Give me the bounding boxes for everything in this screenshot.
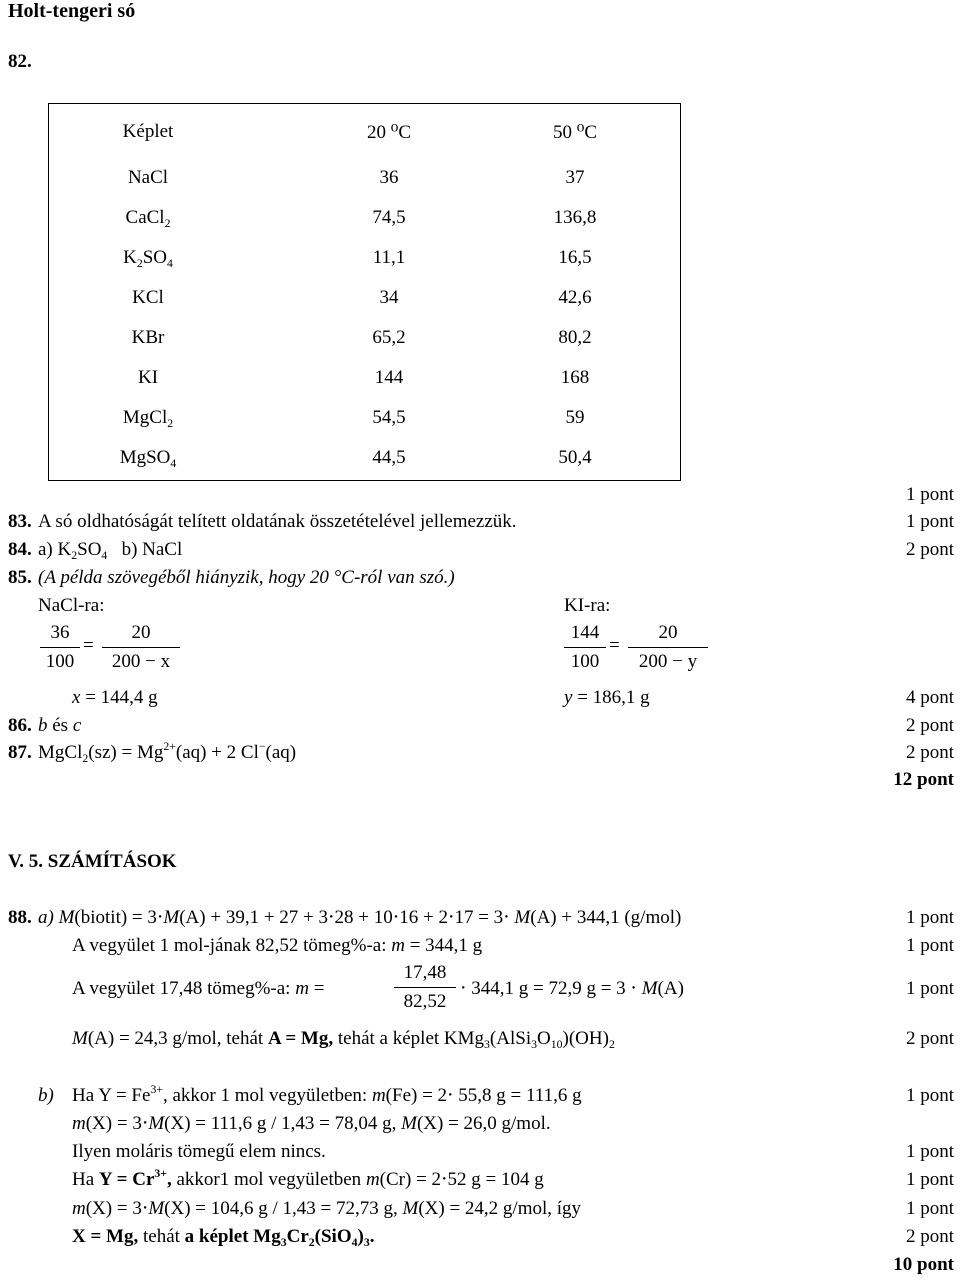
table-cell-20c: 34 [379, 287, 399, 308]
task-83-text: A só oldhatóságát telített oldatának összetételével jellemezzük. [38, 511, 517, 532]
task-88a-line-2: A vegyület 1 mol-jának 82,52 tömeg%-a: m = 344,1 g [72, 935, 483, 956]
table-cell-50c: 80,2 [558, 327, 592, 348]
task-82-number: 82. [8, 51, 32, 72]
table-cell-formula: KI [137, 367, 159, 388]
section-title: V. 5. SZÁMÍTÁSOK [8, 851, 177, 872]
page-title: Holt-tengeri só [8, 0, 136, 22]
task-88b-line-2: m(X) = 3⋅M(X) = 111,6 g / 1,43 = 78,04 g, M(X) = 26,0 g/mol. [72, 1113, 551, 1134]
ki-fraction-1: 144 100 [564, 622, 606, 673]
table-cell-formula: KCl [132, 287, 164, 308]
total-score-1: 12 pont [893, 769, 954, 790]
task-88b-line-4: Ha $Y = Cr^{3+}$, akkor1 mol vegyületben m(Cr) = 2⋅52 g = 104 g [72, 1166, 544, 1190]
task-88-number: 88. [8, 907, 32, 928]
table-cell-20c: 74,5 [372, 207, 406, 228]
task-88a-line-4: M(A) = 24,3 g/mol, tehát A = Mg, tehát a képlet $KMg_3(AlSi_3O_{10})(OH)_2$ [72, 1028, 615, 1052]
task-88b-line-3: Ilyen moláris tömegű elem nincs. [72, 1141, 326, 1162]
ki-equals: = [609, 635, 620, 656]
table-cell-50c: 136,8 [553, 207, 597, 228]
task-88b-line-5-score: 1 pont [905, 1198, 954, 1219]
table-row [49, 167, 680, 197]
table-cell-20c: 54,5 [372, 407, 406, 428]
ki-fraction-2: 20 200 − y [628, 622, 708, 673]
table-cell-50c: 42,6 [558, 287, 592, 308]
table-cell-formula: MgSO$_4$ [119, 447, 177, 471]
task-88a-line-2-score: 1 pont [905, 935, 954, 956]
task-85-note: (A példa szövegéből hiányzik, hogy 20 °C-ról van szó.) [38, 567, 455, 588]
task-88a-line-1-score: 1 pont [905, 907, 954, 928]
task-88b-label: b) [38, 1085, 54, 1106]
table-cell-50c: 16,5 [558, 247, 592, 268]
task-86-text: b és c [38, 715, 82, 736]
task-84-text: a) $K_2SO_4$ b) NaCl [38, 539, 183, 563]
task-88b-line-6-score: 2 pont [905, 1226, 954, 1247]
table-row [49, 367, 680, 397]
task-88b-line-1-score: 1 pont [905, 1085, 954, 1106]
task-84-number: 84. [8, 539, 32, 560]
table-cell-formula: $K_2SO_4$ [123, 247, 173, 271]
task-83-number: 83. [8, 511, 32, 532]
table-row [49, 247, 680, 277]
table-header-formula: Képlet [122, 121, 174, 142]
task-88a-line-3-suffix: ⋅ 344,1 g = 72,9 g = 3 ⋅ M(A) [460, 978, 684, 999]
task-87-score: 2 pont [905, 742, 954, 763]
task-87-text: MgCl$_2$(sz) = $Mg^{2+}(aq) + 2$ Cl−(aq) [38, 739, 297, 766]
task-86-score: 2 pont [905, 715, 954, 736]
table-score: 1 pont [905, 484, 954, 505]
task-88b-line-4-score: 1 pont [905, 1169, 954, 1190]
task-86-number: 86. [8, 715, 32, 736]
task-88a-line-3-score: 1 pont [905, 978, 954, 999]
table-header-row [49, 121, 680, 151]
table-row [49, 207, 680, 237]
table-cell-20c: 44,5 [372, 447, 406, 468]
table-row [49, 447, 680, 477]
table-cell-20c: 36 [379, 167, 399, 188]
task-88a-fraction: 17,48 82,52 [394, 962, 456, 1013]
x-result: x = 144,4 g [72, 687, 158, 708]
task-88b-line-3-score: 1 pont [905, 1141, 954, 1162]
task-88a-line-3-prefix: A vegyület 17,48 tömeg%-a: m = [72, 978, 325, 999]
solubility-table [48, 103, 681, 481]
table-cell-20c: 144 [374, 367, 404, 388]
table-row [49, 327, 680, 357]
task-87-number: 87. [8, 742, 32, 763]
task-88b-line-1: Ha $Y = Fe^{3+}$, akkor 1 mol vegyületben: m(Fe) = 2⋅ 55,8 g = 111,6 g [72, 1082, 582, 1106]
table-header-50c: 50 ⁰C [552, 122, 598, 143]
ki-label: KI-ra: [564, 595, 611, 616]
table-cell-20c: 65,2 [372, 327, 406, 348]
nacl-fraction-1: 36 100 [40, 622, 80, 673]
table-row [49, 407, 680, 437]
total-score-2: 10 pont [893, 1254, 954, 1275]
table-cell-20c: 11,1 [372, 247, 406, 268]
task-84-score: 2 pont [905, 539, 954, 560]
table-cell-formula: MgCl$_2$ [122, 407, 174, 431]
table-cell-formula: NaCl [127, 167, 169, 188]
task-88a-line-4-score: 2 pont [905, 1028, 954, 1049]
task-83-score: 1 pont [905, 511, 954, 532]
task-85-number: 85. [8, 567, 32, 588]
table-cell-50c: 50,4 [558, 447, 592, 468]
table-row [49, 287, 680, 317]
y-result: y = 186,1 g [564, 687, 650, 708]
table-cell-50c: 37 [565, 167, 585, 188]
task-88a-line-1: a) M(biotit) = 3⋅M(A) + 39,1 + 27 + 3⋅28 + 10⋅16 + 2⋅17 = 3⋅ M(A) + 344,1 (g/mol) [38, 907, 682, 928]
table-cell-formula: KBr [131, 327, 165, 348]
task-88b-line-6: X = Mg, tehát a képlet $Mg_3Cr_2(SiO_4)_3$. [72, 1226, 375, 1250]
nacl-fraction-2: 20 200 − x [102, 622, 180, 673]
table-header-20c: 20 ⁰C [366, 122, 412, 143]
task-85-score: 4 pont [905, 687, 954, 708]
nacl-label: NaCl-ra: [38, 595, 105, 616]
table-cell-50c: 168 [560, 367, 590, 388]
table-cell-50c: 59 [565, 407, 585, 428]
task-88b-line-5: m(X) = 3⋅M(X) = 104,6 g / 1,43 = 72,73 g, M(X) = 24,2 g/mol, így [72, 1198, 582, 1219]
table-cell-formula: CaCl$_2$ [125, 207, 171, 231]
nacl-equals: = [83, 635, 94, 656]
